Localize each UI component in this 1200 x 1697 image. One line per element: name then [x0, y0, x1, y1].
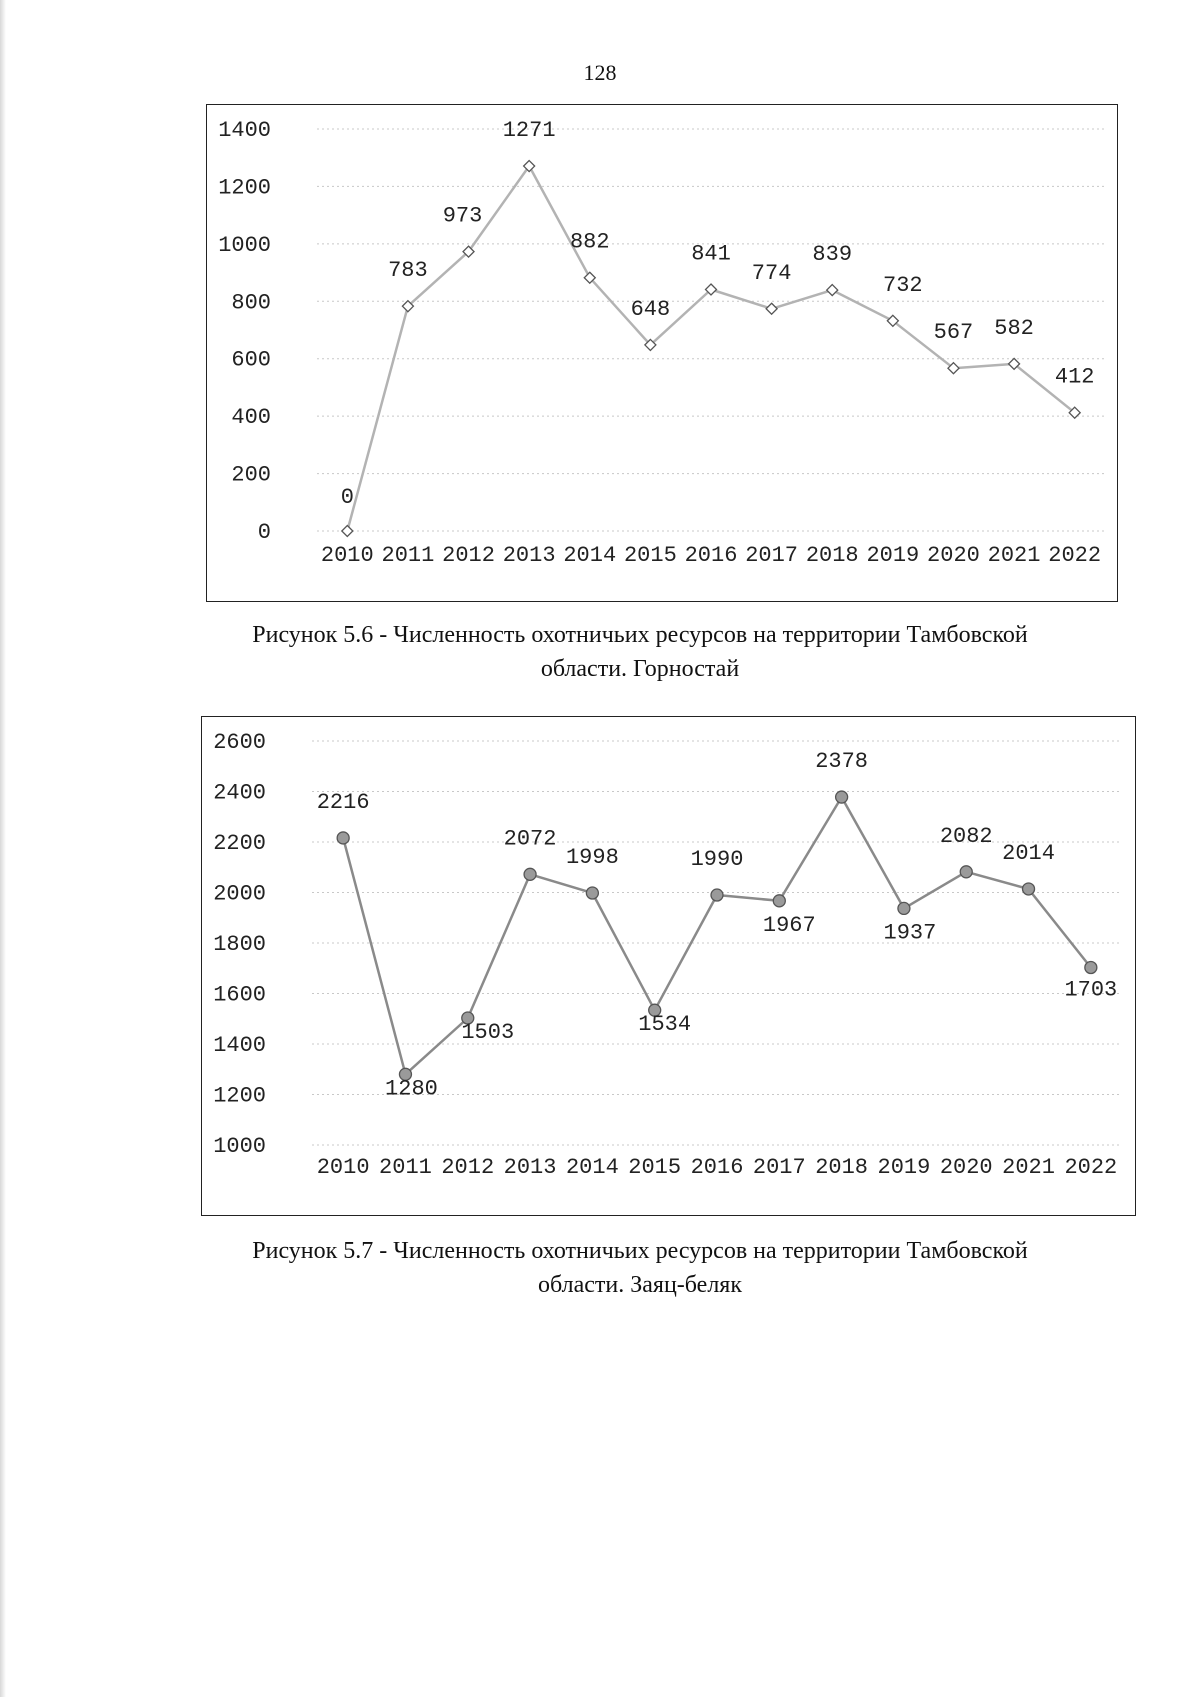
y-tick-label: 1000 — [218, 232, 271, 258]
y-tick-label: 2200 — [213, 831, 266, 856]
x-tick-label: 2016 — [684, 543, 738, 568]
caption-figure-5-6 — [150, 618, 1130, 686]
caption-figure-5-7 — [150, 1234, 1130, 1302]
data-label: 839 — [812, 242, 853, 268]
data-label: 2072 — [503, 826, 557, 852]
data-label: 1990 — [690, 847, 744, 873]
x-tick-label: 2016 — [690, 1155, 744, 1180]
data-point — [960, 866, 972, 878]
x-tick-label: 2018 — [815, 1155, 869, 1180]
x-tick-label: 2012 — [442, 543, 495, 568]
data-label: 1998 — [565, 845, 619, 871]
data-label: 1967 — [762, 912, 816, 938]
data-label: 648 — [630, 296, 671, 322]
data-point — [1085, 961, 1097, 973]
x-tick-label: 2013 — [503, 1155, 557, 1180]
scan-edge — [0, 0, 6, 1697]
data-label: 973 — [442, 203, 483, 229]
data-label: 2378 — [815, 749, 869, 775]
x-tick-label: 2014 — [563, 543, 617, 568]
data-label: 582 — [994, 315, 1034, 341]
data-label: 841 — [691, 241, 731, 267]
y-tick-label: 2600 — [213, 730, 266, 755]
data-label: 1534 — [638, 1012, 692, 1038]
data-label: 2014 — [1002, 840, 1055, 866]
data-label: 783 — [388, 258, 428, 284]
data-point — [342, 526, 353, 537]
data-label: 567 — [933, 320, 974, 346]
x-tick-label: 2013 — [502, 543, 556, 568]
y-tick-label: 1600 — [213, 982, 266, 1008]
y-tick-label: 1400 — [218, 118, 271, 143]
x-tick-label: 2019 — [866, 543, 920, 568]
data-label: 1937 — [883, 920, 937, 946]
x-tick-label: 2021 — [1002, 1155, 1055, 1180]
x-tick-label: 2011 — [379, 1155, 432, 1180]
y-tick-label: 2400 — [213, 780, 266, 806]
data-point — [524, 868, 536, 880]
x-tick-label: 2019 — [877, 1155, 931, 1180]
data-label: 412 — [1054, 364, 1095, 390]
y-tick-label: 200 — [231, 462, 271, 488]
y-tick-label: 1000 — [213, 1134, 266, 1159]
y-tick-label: 1800 — [213, 932, 266, 957]
x-tick-label: 2011 — [381, 543, 435, 568]
data-label: 1503 — [461, 1019, 515, 1045]
data-point — [898, 902, 910, 914]
y-tick-label: 1200 — [213, 1083, 266, 1109]
data-point — [766, 303, 777, 314]
y-tick-label: 1400 — [213, 1033, 266, 1058]
data-point — [337, 832, 349, 844]
y-tick-label: 2000 — [213, 881, 266, 907]
chart-hare — [201, 716, 1136, 1216]
data-label: 2216 — [316, 789, 370, 815]
x-tick-label: 2014 — [565, 1155, 619, 1180]
caption-figure-5-7-line1: Рисунок 5.7 - Численность охотничьих ресурсов на территории Тамбовской — [252, 1238, 1028, 1264]
data-label: 0 — [340, 485, 354, 510]
data-point — [827, 285, 838, 296]
y-tick-label: 400 — [231, 405, 271, 431]
x-tick-label: 2022 — [1048, 543, 1102, 568]
x-tick-label: 2015 — [623, 543, 677, 568]
y-tick-label: 800 — [231, 290, 271, 316]
data-label: 1280 — [385, 1076, 438, 1102]
x-tick-label: 2018 — [805, 543, 859, 568]
chart-hare-svg — [202, 717, 1135, 1215]
data-label: 774 — [751, 260, 792, 286]
x-tick-label: 2015 — [628, 1155, 682, 1180]
caption-figure-5-6-line1: Рисунок 5.6 - Численность охотничьих ресурсов на территории Тамбовской — [252, 622, 1028, 648]
caption-figure-5-7-line2: области. Заяц-беляк — [538, 1272, 742, 1298]
y-tick-label: 0 — [257, 520, 271, 545]
data-point — [711, 889, 723, 901]
chart-ermine — [206, 104, 1118, 602]
x-tick-label: 2010 — [316, 1155, 370, 1180]
data-point — [1023, 883, 1035, 895]
chart-ermine-svg — [207, 105, 1117, 601]
y-tick-label: 600 — [231, 347, 271, 373]
x-tick-label: 2010 — [320, 543, 374, 568]
x-tick-label: 2020 — [939, 1155, 993, 1180]
x-tick-label: 2020 — [927, 543, 980, 568]
x-tick-label: 2022 — [1064, 1155, 1118, 1180]
x-tick-label: 2012 — [441, 1155, 495, 1180]
y-tick-label: 1200 — [218, 175, 271, 201]
data-label: 882 — [569, 229, 610, 255]
page-number: 128 — [583, 60, 617, 85]
data-label: 1703 — [1064, 977, 1118, 1003]
caption-figure-5-6-line2: области. Горностай — [540, 656, 740, 682]
data-label: 2082 — [939, 823, 993, 849]
x-tick-label: 2017 — [752, 1155, 806, 1180]
data-point — [773, 895, 785, 907]
x-tick-label: 2017 — [745, 543, 799, 568]
data-label: 1271 — [502, 118, 556, 144]
data-label: 732 — [883, 272, 923, 298]
data-point — [836, 791, 848, 803]
data-point — [586, 887, 598, 899]
x-tick-label: 2021 — [987, 543, 1041, 568]
